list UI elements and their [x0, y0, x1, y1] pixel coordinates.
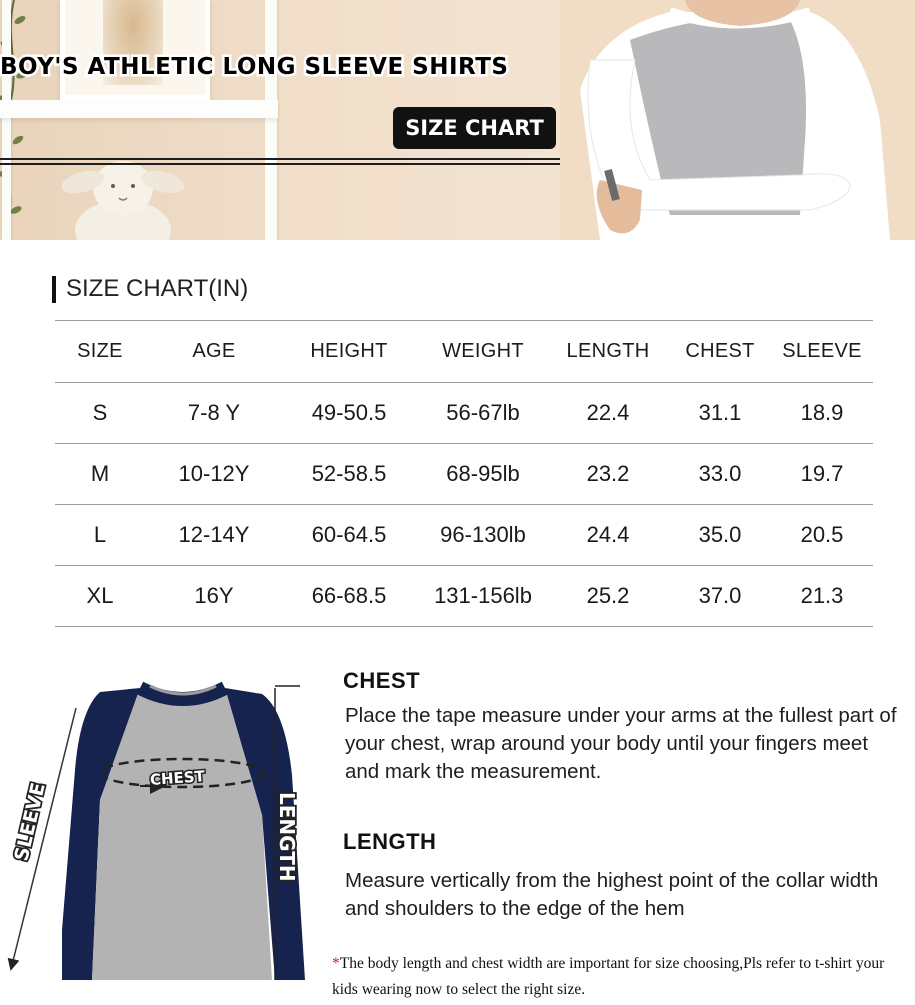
cell-size: M — [90, 461, 110, 486]
cell-size: L — [93, 522, 107, 547]
cell-weight: 131-156lb — [434, 583, 532, 608]
chest-guide-text: Place the tape measure under your arms at the fullest part of your chest, wrap around your body until your fingers meet and mark the measurement. — [345, 704, 897, 783]
sleeve-label: SLEEVE — [10, 780, 50, 864]
decorative-lines — [0, 158, 560, 170]
size-chart-heading — [52, 274, 248, 304]
cell-length: 24.4 — [586, 522, 630, 547]
shirt-illustration — [0, 680, 340, 1000]
cell-length: 23.2 — [586, 461, 630, 486]
table-row — [55, 505, 873, 565]
cell-chest: 35.0 — [698, 522, 742, 547]
header-cell-weight: WEIGHT — [442, 340, 524, 362]
cell-size: XL — [86, 583, 114, 608]
header-cell-height: HEIGHT — [310, 340, 388, 362]
table-row — [55, 566, 873, 626]
cell-height: 66-68.5 — [311, 583, 387, 608]
note-asterisk: * — [332, 955, 340, 972]
shelf-board — [0, 100, 278, 118]
length-guide-text: Measure vertically from the highest point of the collar width and shoulders to the edge of the hem — [345, 869, 879, 920]
size-chart-table — [55, 320, 873, 627]
heading-accent-bar — [52, 276, 56, 303]
cell-weight: 68-95lb — [446, 461, 520, 486]
cell-chest: 33.0 — [698, 461, 742, 486]
cell-sleeve: 19.7 — [800, 461, 844, 486]
cell-age: 7-8 Y — [187, 400, 241, 425]
table-row — [55, 444, 873, 504]
shelf-post — [265, 0, 277, 240]
cell-size: S — [92, 400, 108, 425]
shirt-measurement-diagram — [0, 680, 340, 1000]
cell-age: 12-14Y — [178, 522, 250, 547]
size-selection-note — [332, 951, 912, 1003]
cell-height: 49-50.5 — [311, 400, 387, 425]
note-text: The body length and chest width are important for size choosing,Pls refer to t-shirt your kids wearing now to select the right size. — [332, 955, 885, 998]
header-cell-size: SIZE — [77, 340, 123, 362]
hero-banner — [0, 0, 915, 240]
cell-length: 25.2 — [586, 583, 630, 608]
picture-frame — [60, 0, 210, 100]
banner-title: BOY'S ATHLETIC LONG SLEEVE SHIRTS — [0, 54, 509, 80]
cell-chest: 31.1 — [698, 400, 742, 425]
cell-weight: 56-67lb — [446, 400, 520, 425]
cell-sleeve: 21.3 — [800, 583, 844, 608]
size-chart-badge: SIZE CHART — [393, 107, 556, 149]
cell-height: 52-58.5 — [311, 461, 387, 486]
cell-chest: 37.0 — [698, 583, 742, 608]
chest-guide-title: CHEST — [343, 668, 421, 693]
header-cell-sleeve: SLEEVE — [782, 340, 862, 362]
shelf-post — [2, 0, 11, 240]
model-photo — [560, 0, 915, 240]
chest-label: CHEST — [149, 767, 206, 789]
length-guide-title: LENGTH — [343, 829, 437, 854]
header-cell-length: LENGTH — [566, 340, 650, 362]
cell-sleeve: 20.5 — [800, 522, 844, 547]
cell-length: 22.4 — [586, 400, 630, 425]
header-cell-age: AGE — [192, 340, 236, 362]
table-header-row — [55, 321, 873, 382]
header-cell-chest: CHEST — [685, 340, 755, 362]
length-label: LENGTH — [275, 792, 299, 882]
cell-age: 10-12Y — [178, 461, 250, 486]
cell-sleeve: 18.9 — [800, 400, 844, 425]
table-rule — [55, 626, 873, 627]
cell-age: 16Y — [194, 583, 234, 608]
cell-height: 60-64.5 — [311, 522, 387, 547]
size-chart-heading-text: SIZE CHART(IN) — [66, 275, 249, 302]
table-row — [55, 383, 873, 443]
cell-weight: 96-130lb — [440, 522, 526, 547]
